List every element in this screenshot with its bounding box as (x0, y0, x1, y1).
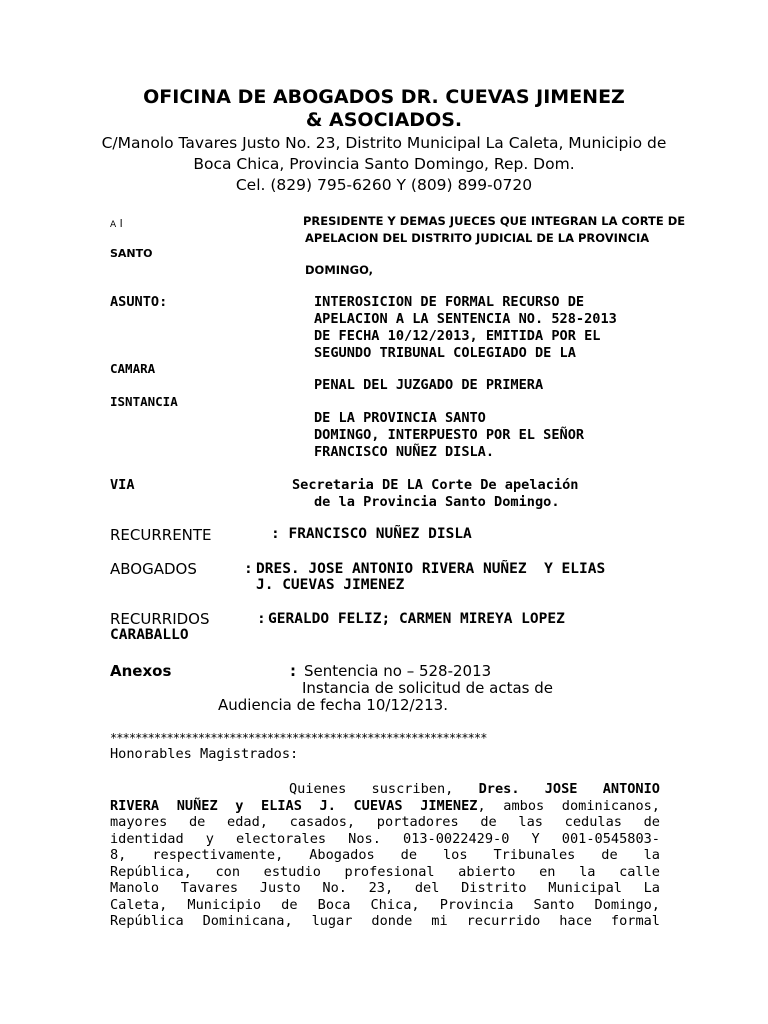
via-line1: Secretaria DE LA Corte De apelación (292, 477, 579, 493)
abogados-line2: J. CUEVAS JIMENEZ (256, 577, 405, 593)
body-line-names: RIVERA NUÑEZ y ELIAS J. CUEVAS JIMENEZ, ambos dominicanos, (110, 797, 660, 814)
body-line-first: Quienes suscriben, Dres. JOSE ANTONIO (289, 781, 660, 797)
asunto-line: DOMINGO, INTERPUESTO POR EL SEÑOR (314, 427, 585, 443)
asunto-line: DE FECHA 10/12/2013, EMITIDA POR EL (314, 328, 601, 344)
firm-name-line2: & ASOCIADOS. (305, 109, 463, 131)
recurrente-label: RECURRENTE (110, 526, 212, 544)
anexos-line2: Instancia de solicitud de actas de (302, 679, 554, 697)
body-paragraph (110, 781, 660, 930)
asunto-line: APELACION A LA SENTENCIA NO. 528-2013 (314, 311, 617, 327)
asunto-label-extra: CAMARA (110, 361, 156, 376)
body-line: República, con estudio profesional abierto en la calle (110, 863, 660, 880)
recurridos-colon: : (257, 611, 266, 627)
asunto-line: DE LA PROVINCIA SANTO (314, 410, 486, 426)
firm-name-line1: OFICINA DE ABOGADOS DR. CUEVAS JIMENEZ (143, 86, 625, 108)
asunto-label: ASUNTO: (110, 294, 168, 310)
abogados-label: ABOGADOS (110, 560, 197, 578)
asunto-label-extra: ISNTANCIA (110, 394, 178, 409)
asunto-line: SEGUNDO TRIBUNAL COLEGIADO DE LA (314, 345, 576, 361)
firm-address-line2: Boca Chica, Provincia Santo Domingo, Rep. Dom. (193, 155, 575, 173)
salutation: Honorables Magistrados: (110, 746, 299, 762)
asunto-line: FRANCISCO NUÑEZ DISLA. (314, 444, 495, 460)
body-line: 8, respectivamente, Abogados de los Tribunales de la (110, 847, 660, 863)
via-label: VIA (110, 477, 135, 493)
body-line: identidad y electorales Nos. 013-0022429-0 Y 001-0545803- (110, 830, 660, 847)
body-line: mayores de edad, casados, portadores de las cedulas de (110, 814, 660, 830)
recurridos-line2: CARABALLO (110, 627, 189, 643)
anexos-colon: : (290, 662, 296, 680)
recurridos-label: RECURRIDOS (110, 610, 210, 628)
addressee-label-extra: SANTO (110, 247, 153, 260)
anexos-line1: Sentencia no – 528-2013 (304, 662, 492, 680)
separator: ************************************************************ (110, 731, 487, 745)
addressee-line2: APELACION DEL DISTRITO JUDICIAL DE LA PROVINCIA (305, 231, 650, 245)
body-line: República Dominicana, lugar donde mi recurrido hace formal (110, 913, 660, 929)
anexos-label: Anexos (110, 662, 172, 680)
body-line: Caleta, Municipio de Boca Chica, Provincia Santo Domingo, (110, 896, 660, 913)
firm-phone-line: Cel. (829) 795-6260 Y (809) 899-0720 (235, 176, 533, 194)
via-line2: de la Provincia Santo Domingo. (314, 494, 560, 510)
firm-address-line1: C/Manolo Tavares Justo No. 23, Distrito Municipal La Caleta, Municipio de (101, 134, 667, 152)
addressee-label: A l (110, 217, 123, 230)
recurridos-line1: GERALDO FELIZ; CARMEN MIREYA LOPEZ (268, 611, 565, 627)
asunto-line: PENAL DEL JUZGADO DE PRIMERA (314, 377, 544, 393)
addressee-line3: DOMINGO, (305, 263, 374, 277)
anexos-line3: Audiencia de fecha 10/12/213. (218, 696, 448, 714)
body-line: Manolo Tavares Justo No. 23, del Distrito Municipal La (110, 880, 660, 896)
abogados-line1: DRES. JOSE ANTONIO RIVERA NUÑEZ Y ELIAS (256, 561, 606, 577)
abogados-colon: : (244, 561, 253, 577)
addressee-line1: PRESIDENTE Y DEMAS JUECES QUE INTEGRAN LA CORTE DE (303, 214, 686, 228)
asunto-line: INTEROSICION DE FORMAL RECURSO DE (314, 294, 585, 310)
recurrente-value: : FRANCISCO NUÑEZ DISLA (271, 526, 472, 542)
